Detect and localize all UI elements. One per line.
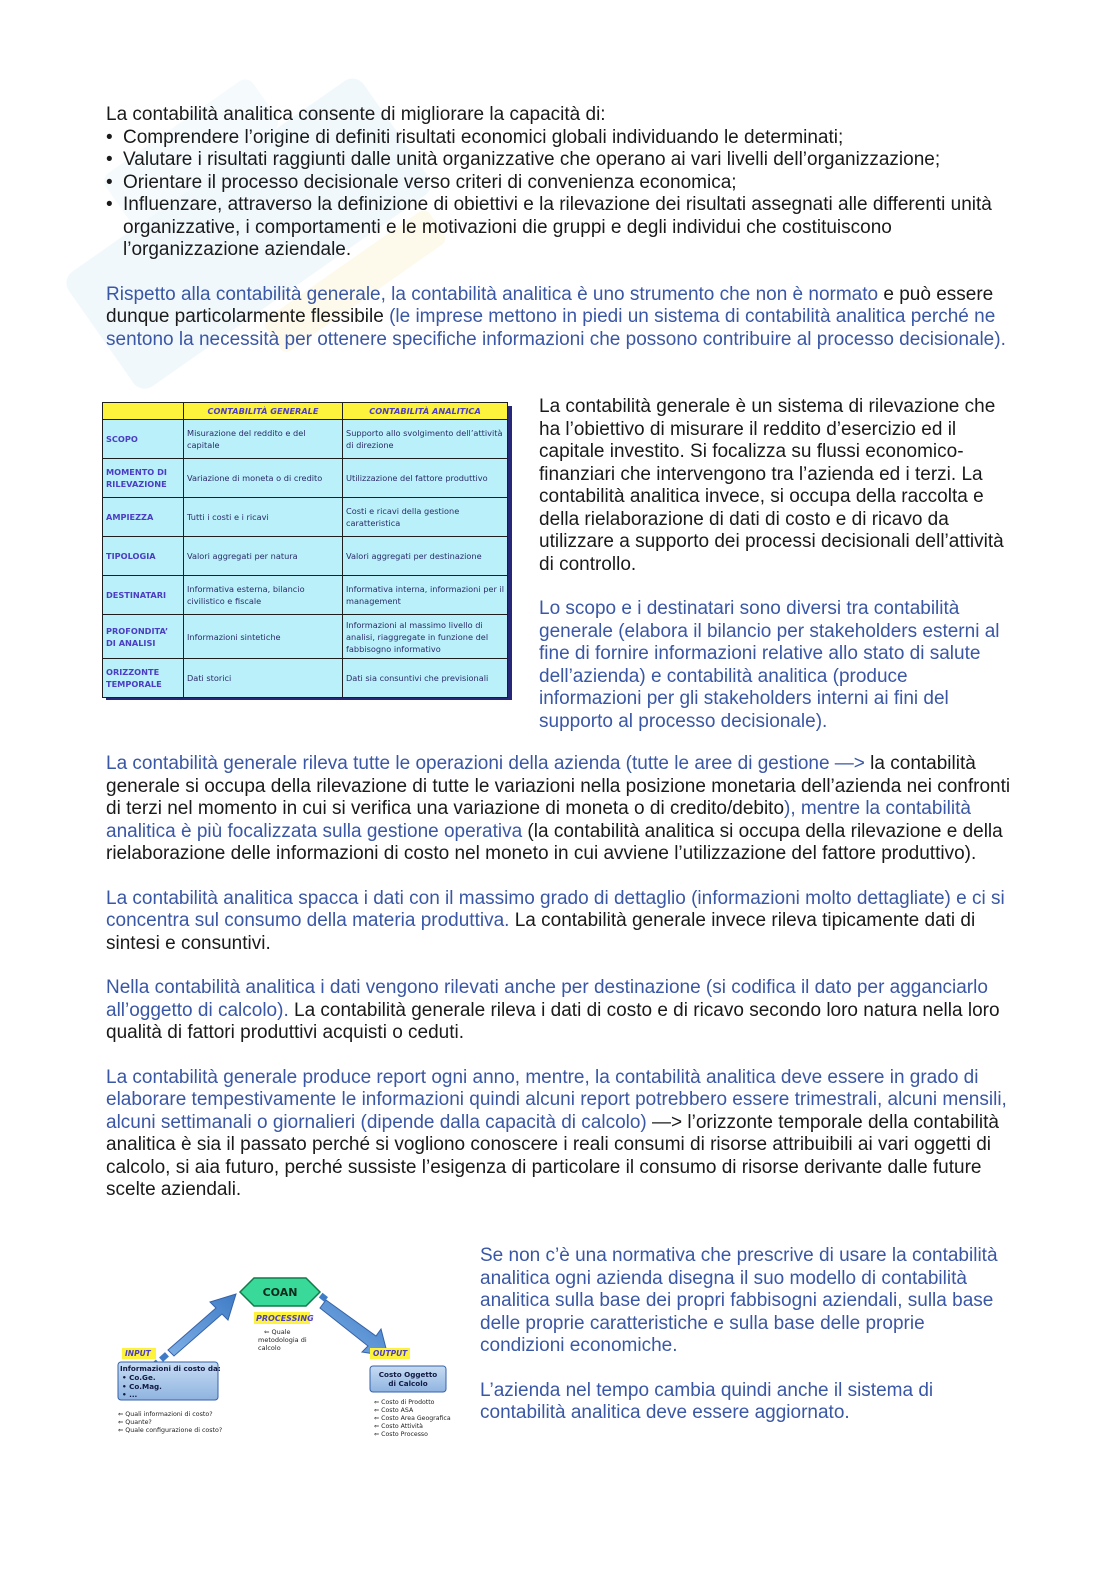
arrow-up-right-icon <box>151 1294 236 1367</box>
left-arrow-icon: ⇐ <box>118 1427 124 1434</box>
paragraph-definition: La contabilità generale è un sistema di rilevazione che ha l’obiettivo di misurare il reddito d’esercizio ed il capitale investito. Si focalizza su flussi economico-finanziari che intervengono tra l’azienda ed i terzi. La contabilità analitica invece, si occupa della raccolta e della rielaborazione di dati di costo e di ricavo da utilizzare a supporto dei processi decisionali dell’attività di controllo. <box>539 396 1004 575</box>
question-text: Quante? <box>125 1419 152 1426</box>
text-span: Rispetto alla contabilità generale, la contabilità analitica è uno strumento che non è normato <box>106 283 879 305</box>
processing-note-line: calcolo <box>258 1344 281 1352</box>
processing-note-line: metodologia di <box>258 1336 307 1344</box>
question-text: Quali informazioni di costo? <box>125 1411 213 1418</box>
paragraph-operations <box>106 753 1011 866</box>
paragraph-rispetto <box>106 284 1011 352</box>
table-row <box>103 659 508 698</box>
paragraph-model: Se non c’è una normativa che prescrive di usare la contabilità analitica ogni azienda disegna il suo modello di contabilità analitica sulla base dei propri fabbisogni aziendali, sulla base delle proprie caratteristiche e sulla base delle proprie condizioni economiche. <box>480 1245 998 1356</box>
text-span: la contabilità generale si occupa della rilevazione di tutte le variazioni nella posizione monetaria dell’azienda nei confronti di terzi nel momento in cui si verifica una variazione di moneta o di credito/debito <box>106 753 1011 819</box>
output-item <box>374 1415 451 1422</box>
output-item-text: Costo Processo <box>381 1431 428 1438</box>
output-box-line: di Calcolo <box>388 1379 428 1388</box>
left-arrow-icon: ⇐ <box>374 1423 380 1430</box>
text-span: La contabilità generale rileva tutte le operazioni della azienda (tutte le aree di gestione —> <box>106 753 865 774</box>
input-box-item: • Co.Ge. <box>122 1373 156 1382</box>
table-row <box>103 498 508 537</box>
coan-label: COAN <box>262 1286 298 1299</box>
table-row <box>103 420 508 459</box>
paragraph-reports <box>106 1067 1011 1202</box>
left-arrow-icon: ⇐ <box>118 1411 124 1418</box>
input-box-title: Informazioni di costo da: <box>120 1364 221 1373</box>
list-item: • Influenzare, attraverso la definizione di obiettivi e la rilevazione dei risultati assegnati alle differenti unità organizzative, i comportamenti e le motivazioni die gruppi e degli individui che costituiscono l’organizzazione aziendale. <box>106 194 1011 262</box>
output-box-line: Costo Oggetto <box>378 1370 438 1379</box>
intro-lead: La contabilità analitica consente di migliorare la capacità di: <box>106 104 606 125</box>
comparison-table-wrap <box>102 402 510 698</box>
intro-bullets <box>106 127 1011 262</box>
paragraph-scope: Lo scopo e i destinatari sono diversi tra contabilità generale (elabora il bilancio per stakeholders esterni al fine di fornire informazioni relative allo stato di salute dell’azienda) e contabilità analitica (produce informazioni per gli stakeholders interni ai fini del supporto al processo decisionale). <box>539 598 1000 732</box>
table-cell: Informazioni al massimo livello di analisi, riaggregate in funzione del fabbisogno informativo <box>343 615 508 659</box>
list-item: • Comprendere l’origine di definiti risultati economici globali individuando le determinati; <box>106 127 1011 150</box>
table-header: CONTABILITÀ GENERALE <box>184 403 343 420</box>
table-cell: Dati sia consuntivi che previsionali <box>343 659 508 698</box>
left-arrow-icon: ⇐ <box>374 1407 380 1414</box>
middle-section <box>106 753 1011 1202</box>
table-header-row <box>103 403 508 420</box>
row-label: MOMENTO DI RILEVAZIONE <box>103 459 184 498</box>
processing-label: PROCESSING <box>256 1314 314 1323</box>
output-item <box>374 1399 435 1406</box>
question-text: Quale configurazione di costo? <box>125 1427 223 1434</box>
coan-hexagon <box>240 1278 320 1306</box>
arrow-down-right-icon <box>319 1293 388 1356</box>
text-span: ), mentre la contabilità analitica è più focalizzata sulla gestione operativa <box>106 798 971 842</box>
intro-section <box>106 104 1011 351</box>
text-span: e può essere dunque particolarmente flessibile <box>106 283 994 327</box>
row-label: PROFONDITA’ DI ANALISI <box>103 615 184 659</box>
output-item-text: Costo Attività <box>381 1423 423 1430</box>
input-question <box>118 1419 152 1426</box>
output-item <box>374 1422 423 1430</box>
paragraph-destination <box>106 977 1011 1045</box>
row-label: AMPIEZZA <box>103 498 184 537</box>
note-text: Quale <box>271 1328 291 1336</box>
row-label: DESTINATARI <box>103 576 184 615</box>
output-item <box>374 1407 414 1414</box>
right-column <box>539 396 1009 733</box>
table-cell: Supporto allo svolgimento dell’attività di direzione <box>343 420 508 459</box>
left-arrow-icon: ⇐ <box>374 1399 380 1406</box>
left-arrow-icon: ⇐ <box>374 1431 380 1438</box>
table-row <box>103 576 508 615</box>
table-header <box>103 403 184 420</box>
output-item-text: Costo Area Geografica <box>381 1415 451 1422</box>
left-arrow-icon: ⇐ <box>264 1328 270 1336</box>
text-span: (la contabilità analitica si occupa della rilevazione e della rielaborazione delle informazioni di costo nel moneto in cui avviene l’utilizzazione del fattore produttivo). <box>106 820 1003 864</box>
text-span: La contabilità generale rileva i dati di costo e di ricavo secondo loro natura nella loro qualità di fattori produttivi acquisti o ceduti. <box>106 999 1000 1043</box>
output-item <box>374 1431 428 1438</box>
table-cell: Costi e ricavi della gestione caratteristica <box>343 498 508 537</box>
row-label: TIPOLOGIA <box>103 537 184 576</box>
row-label: SCOPO <box>103 420 184 459</box>
list-item: • Orientare il processo decisionale verso criteri di convenienza economica; <box>106 172 1011 195</box>
row-label: ORIZZONTE TEMPORALE <box>103 659 184 698</box>
table-cell: Dati storici <box>184 659 343 698</box>
text-span: (le imprese mettono in piedi un sistema di contabilità analitica perché ne sentono la necessità per ottenere specifiche informazioni che possono contribuire al processo decisionale). <box>106 306 1006 350</box>
text-span: La contabilità generale invece rileva tipicamente dati di sintesi e consuntivi. <box>106 910 976 954</box>
left-arrow-icon: ⇐ <box>374 1415 380 1422</box>
text-span: —> l’orizzonte temporale della contabilità analitica è sia il passato perché si vogliono conoscere i reali consumi di risorse attribuibili ai vari oggetti di calcolo, si aia futuro, perché sussiste l’esigenza di particolare il consumo di risorse derivante dalle future scelte aziendali. <box>106 1111 999 1200</box>
table-header: CONTABILITÀ ANALITICA <box>343 403 508 420</box>
paragraph-update: L’azienda nel tempo cambia quindi anche il sistema di contabilità analitica deve essere aggiornato. <box>480 1379 934 1423</box>
text-span: La contabilità analitica spacca i dati con il massimo grado di dettaglio (informazioni molto dettagliate) e ci si concentra sul consumo della materia produttiva. <box>106 887 1005 931</box>
input-question <box>118 1427 222 1434</box>
table-row <box>103 615 508 659</box>
input-box-item: • Co.Mag. <box>122 1382 162 1391</box>
table-cell: Informazioni sintetiche <box>184 615 343 659</box>
input-question <box>118 1411 213 1418</box>
list-item: • Valutare i risultati raggiunti dalle unità organizzative che operano ai vari livelli dell’organizzazione; <box>106 149 1011 172</box>
table-cell: Valori aggregati per destinazione <box>343 537 508 576</box>
input-box-item: • ... <box>122 1390 138 1399</box>
bottom-right-column <box>480 1245 1010 1425</box>
table-cell: Informativa interna, informazioni per il management <box>343 576 508 615</box>
table-cell: Tutti i costi e i ricavi <box>184 498 343 537</box>
paragraph-detail <box>106 888 1011 956</box>
table-cell: Misurazione del reddito e del capitale <box>184 420 343 459</box>
table-row <box>103 459 508 498</box>
table-row <box>103 537 508 576</box>
table-cell: Variazione di moneta o di credito <box>184 459 343 498</box>
table-cell: Utilizzazione del fattore produttivo <box>343 459 508 498</box>
text-span: Nella contabilità analitica i dati vengono rilevati anche per destinazione (si codifica il dato per agganciarlo all’oggetto di calcolo). <box>106 977 988 1021</box>
processing-note-line <box>264 1328 291 1336</box>
input-label: INPUT <box>125 1349 151 1358</box>
table-cell: Valori aggregati per natura <box>184 537 343 576</box>
output-item-text: Costo di Prodotto <box>381 1399 435 1406</box>
coan-diagram <box>108 1270 468 1450</box>
output-label: OUTPUT <box>373 1349 408 1358</box>
comparison-table <box>102 402 508 698</box>
table-cell: Informativa esterna, bilancio civilistico e fiscale <box>184 576 343 615</box>
text-span: La contabilità generale produce report ogni anno, mentre, la contabilità analitica deve essere in grado di elaborare tempestivamente le informazioni quindi alcuni report potrebbero essere trimestrali, alcuni mensili, alcuni settimanali o giornalieri (dipende dalla capacità di calcolo) <box>106 1066 1007 1133</box>
output-item-text: Costo ASA <box>381 1407 414 1414</box>
left-arrow-icon: ⇐ <box>118 1419 124 1426</box>
